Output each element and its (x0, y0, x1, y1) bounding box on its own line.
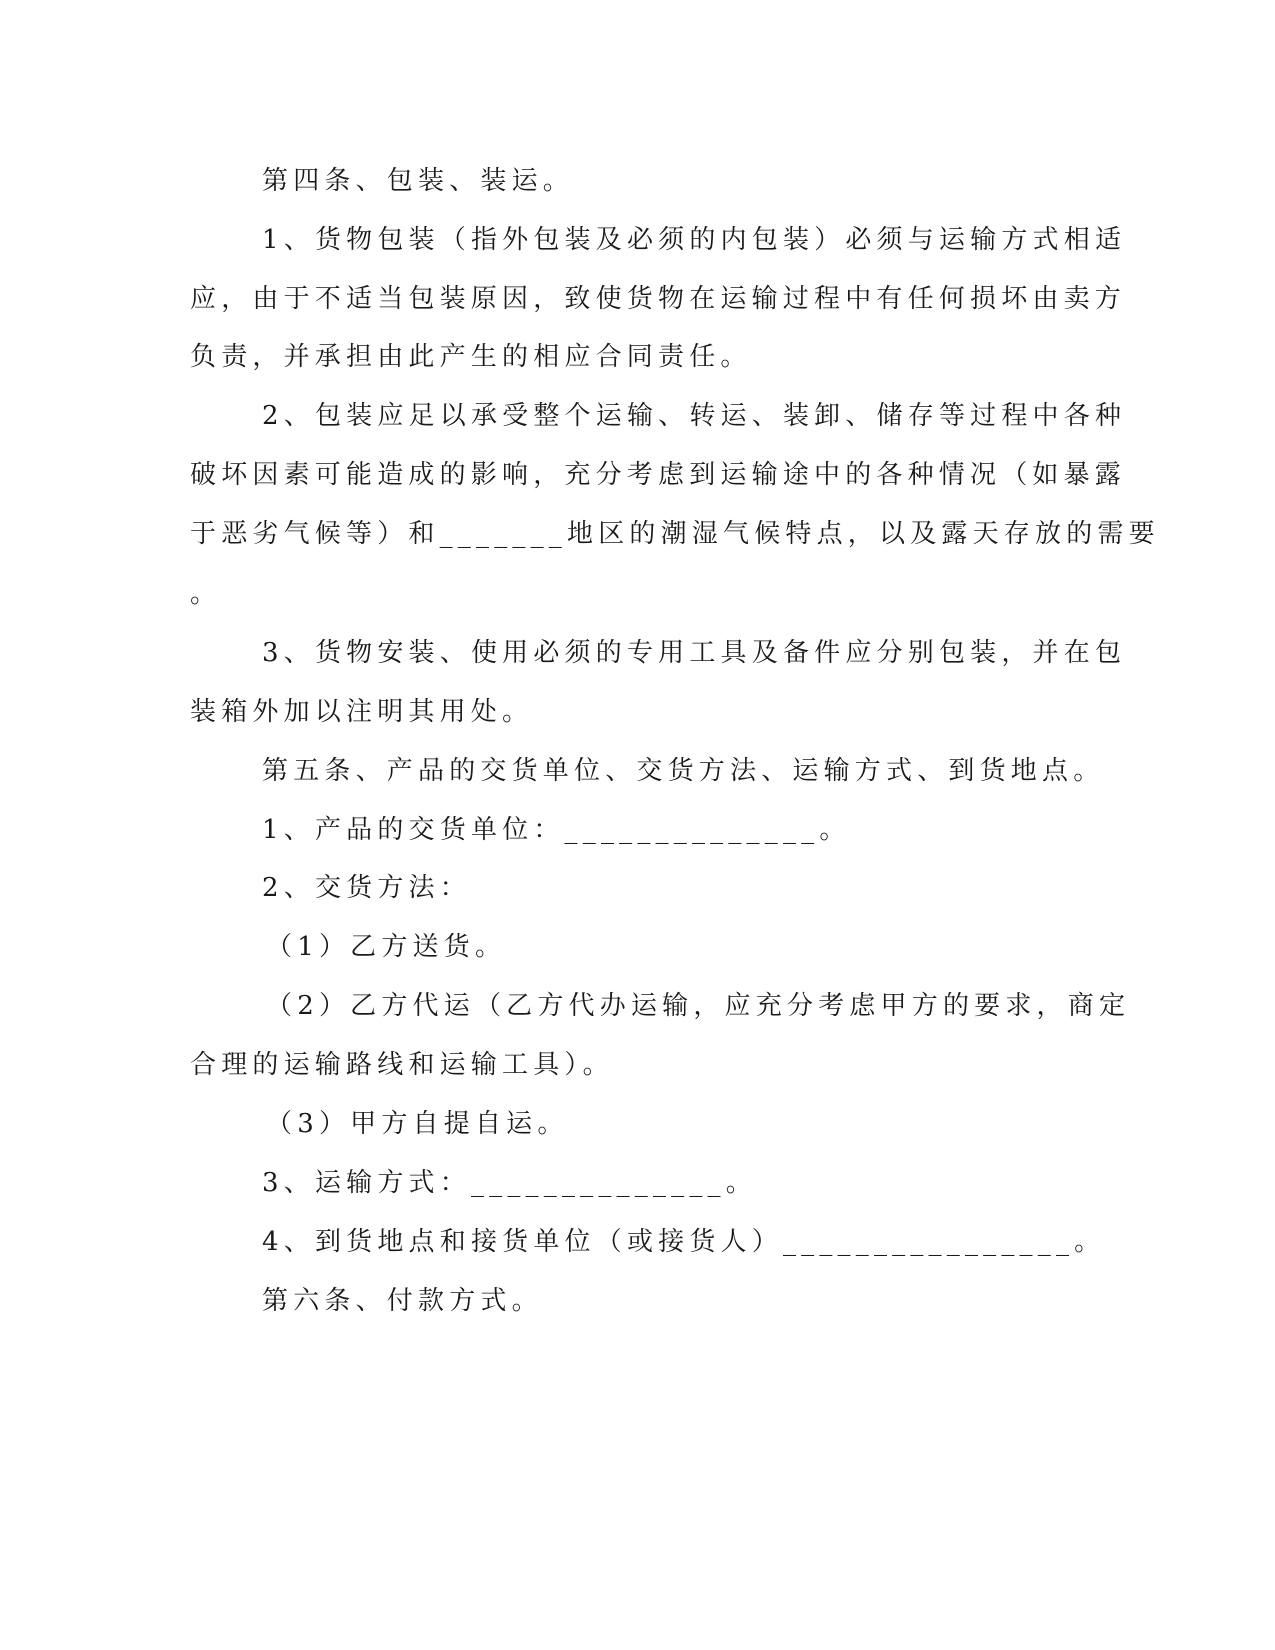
article-4-item-2-line-2: 破坏因素可能造成的影响，充分考虑到运输途中的各种情况（如暴露 (190, 460, 1127, 490)
article-4-item-2-line-4: 。 (190, 579, 222, 609)
article-5-item-2-sub-3: （3）甲方自提自运。 (266, 1109, 569, 1139)
article-5-item-1: 1、产品的交货单位：______________。 (262, 815, 851, 845)
article-4-item-2-line-1: 2、包装应足以承受整个运输、转运、装卸、储存等过程中各种 (262, 401, 1127, 431)
article-4-item-3-line-2: 装箱外加以注明其用处。 (190, 697, 534, 727)
article-5-item-4: 4、到货地点和接货单位（或接货人）________________。 (262, 1227, 1106, 1257)
article-5-item-2-sub-2-line-2: 合理的运输路线和运输工具）。 (190, 1050, 614, 1080)
article-6-heading: 第六条、付款方式。 (262, 1286, 543, 1316)
article-5-heading: 第五条、产品的交货单位、交货方法、运输方式、到货地点。 (262, 756, 1105, 786)
article-5-item-3: 3、运输方式：______________。 (262, 1168, 757, 1198)
article-4-heading: 第四条、包装、装运。 (262, 166, 575, 196)
article-4-item-1-line-2: 应，由于不适当包装原因，致使货物在运输过程中有任何损坏由卖方 (190, 284, 1127, 314)
article-4-item-1-line-1: 1、货物包装（指外包装及必须的内包装）必须与运输方式相适 (262, 225, 1127, 255)
article-4-item-1-line-3: 负责，并承担由此产生的相应合同责任。 (190, 342, 752, 372)
article-5-item-2-sub-1: （1）乙方送货。 (266, 932, 507, 962)
article-5-item-2-sub-2-line-1: （2）乙方代运（乙方代办运输，应充分考虑甲方的要求，商定 (266, 991, 1131, 1021)
article-5-item-2: 2、交货方法： (262, 873, 471, 903)
article-4-item-3-line-1: 3、货物安装、使用必须的专用工具及备件应分别包装，并在包 (262, 638, 1127, 668)
article-4-item-2-line-3: 于恶劣气候等）和_______地区的潮湿气候特点，以及露天存放的需要 (190, 519, 1160, 549)
